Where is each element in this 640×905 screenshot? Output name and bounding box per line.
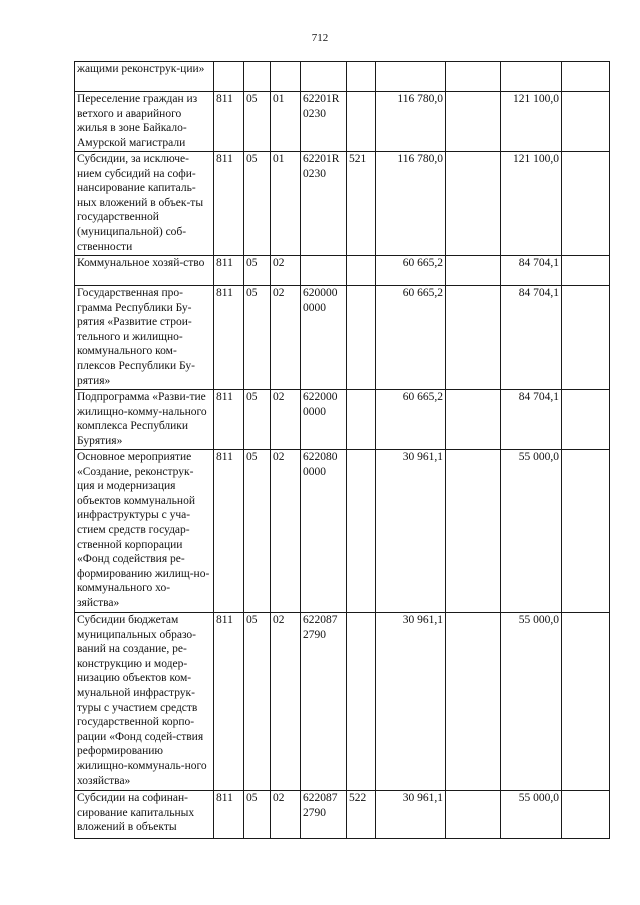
amount-2-cell [446, 450, 501, 613]
amount-1-cell: 30 961,1 [376, 613, 446, 791]
grbs-code-cell: 811 [214, 390, 244, 450]
subsection-code-cell: 01 [271, 152, 301, 256]
item-name-cell: жащими реконструк-ции» [75, 62, 214, 92]
item-name-cell: Переселение граждан из ветхого и аварийного жилья в зоне Байкало-Амурской магистрали [75, 92, 214, 152]
amount-4-cell [562, 152, 610, 256]
amount-2-cell [446, 256, 501, 286]
expense-type-cell [347, 286, 376, 390]
amount-3-cell: 121 100,0 [501, 92, 562, 152]
table-body [75, 62, 610, 839]
section-code-cell: 05 [244, 390, 271, 450]
amount-2-cell [446, 613, 501, 791]
amount-4-cell [562, 62, 610, 92]
subsection-code-cell: 01 [271, 92, 301, 152]
table-row [75, 791, 610, 839]
item-name-cell: Субсидии на софинан-сирование капитальных вложений в объекты [75, 791, 214, 839]
section-code-cell: 05 [244, 286, 271, 390]
section-code-cell: 05 [244, 613, 271, 791]
expense-type-cell [347, 92, 376, 152]
item-name-cell: Подпрограмма «Разви-тие жилищно-комму-нального комплекса Республики Бурятия» [75, 390, 214, 450]
table-row [75, 256, 610, 286]
amount-1-cell: 30 961,1 [376, 450, 446, 613]
amount-1-cell [376, 62, 446, 92]
amount-3-cell: 55 000,0 [501, 450, 562, 613]
item-name-cell: Основное мероприятие «Создание, реконструк-ция и модернизация объектов коммунальной инфраструктуры с уча-стием средств государ-ственной корпорации «Фонд содействия ре-формированию жилищ-но-коммунального хо-зяйства» [75, 450, 214, 613]
amount-3-cell: 84 704,1 [501, 256, 562, 286]
amount-2-cell [446, 62, 501, 92]
expense-type-cell [347, 256, 376, 286]
amount-4-cell [562, 791, 610, 839]
section-code-cell: 05 [244, 256, 271, 286]
table-row [75, 286, 610, 390]
section-code-cell: 05 [244, 450, 271, 613]
expense-type-cell [347, 62, 376, 92]
grbs-code-cell [214, 62, 244, 92]
grbs-code-cell: 811 [214, 791, 244, 839]
target-article-cell: 622087 2790 [301, 791, 347, 839]
grbs-code-cell: 811 [214, 152, 244, 256]
subsection-code-cell: 02 [271, 390, 301, 450]
target-article-cell: 62201R 0230 [301, 152, 347, 256]
section-code-cell: 05 [244, 152, 271, 256]
amount-4-cell [562, 613, 610, 791]
section-code-cell: 05 [244, 791, 271, 839]
amount-3-cell: 84 704,1 [501, 286, 562, 390]
grbs-code-cell: 811 [214, 256, 244, 286]
table-row [75, 390, 610, 450]
expense-type-cell [347, 450, 376, 613]
amount-3-cell [501, 62, 562, 92]
amount-2-cell [446, 791, 501, 839]
target-article-cell: 620000 0000 [301, 286, 347, 390]
amount-3-cell: 55 000,0 [501, 613, 562, 791]
amount-3-cell: 84 704,1 [501, 390, 562, 450]
amount-4-cell [562, 92, 610, 152]
amount-4-cell [562, 286, 610, 390]
target-article-cell: 62201R 0230 [301, 92, 347, 152]
expense-type-cell [347, 613, 376, 791]
subsection-code-cell: 02 [271, 791, 301, 839]
target-article-cell: 622087 2790 [301, 613, 347, 791]
amount-2-cell [446, 286, 501, 390]
section-code-cell [244, 62, 271, 92]
grbs-code-cell: 811 [214, 92, 244, 152]
amount-4-cell [562, 256, 610, 286]
target-article-cell: 622080 0000 [301, 450, 347, 613]
budget-table [74, 61, 610, 839]
item-name-cell: Государственная про-грамма Республики Бу-рятия «Развитие строи-тельного и жилищно-коммунального ком-плексов Республики Бу-рятия» [75, 286, 214, 390]
expense-type-cell: 521 [347, 152, 376, 256]
subsection-code-cell [271, 62, 301, 92]
table-row [75, 62, 610, 92]
table-row [75, 92, 610, 152]
grbs-code-cell: 811 [214, 450, 244, 613]
expense-type-cell: 522 [347, 791, 376, 839]
expense-type-cell [347, 390, 376, 450]
grbs-code-cell: 811 [214, 286, 244, 390]
amount-2-cell [446, 390, 501, 450]
item-name-cell: Коммунальное хозяй-ство [75, 256, 214, 286]
target-article-cell: 622000 0000 [301, 390, 347, 450]
subsection-code-cell: 02 [271, 450, 301, 613]
subsection-code-cell: 02 [271, 256, 301, 286]
table-row [75, 613, 610, 791]
target-article-cell [301, 256, 347, 286]
amount-2-cell [446, 152, 501, 256]
table-row [75, 450, 610, 613]
amount-3-cell: 121 100,0 [501, 152, 562, 256]
item-name-cell: Субсидии бюджетам муниципальных образо-ваний на создание, ре-конструкцию и модер-низацию объектов ком-мунальной инфраструк-туры с участием средств государственной корпо-рации «Фонд содей-ствия реформированию жилищно-коммуналь-ного хозяйства» [75, 613, 214, 791]
subsection-code-cell: 02 [271, 286, 301, 390]
item-name-cell: Субсидии, за исключе-нием субсидий на софи-нансирование капиталь-ных вложений в объек-ты государственной (муниципальной) соб-ственности [75, 152, 214, 256]
amount-1-cell: 60 665,2 [376, 390, 446, 450]
amount-1-cell: 116 780,0 [376, 92, 446, 152]
amount-1-cell: 116 780,0 [376, 152, 446, 256]
section-code-cell: 05 [244, 92, 271, 152]
amount-2-cell [446, 92, 501, 152]
amount-4-cell [562, 390, 610, 450]
target-article-cell [301, 62, 347, 92]
page-number: 712 [311, 32, 329, 44]
amount-1-cell: 60 665,2 [376, 256, 446, 286]
amount-3-cell: 55 000,0 [501, 791, 562, 839]
amount-1-cell: 30 961,1 [376, 791, 446, 839]
amount-4-cell [562, 450, 610, 613]
grbs-code-cell: 811 [214, 613, 244, 791]
table-row [75, 152, 610, 256]
subsection-code-cell: 02 [271, 613, 301, 791]
amount-1-cell: 60 665,2 [376, 286, 446, 390]
